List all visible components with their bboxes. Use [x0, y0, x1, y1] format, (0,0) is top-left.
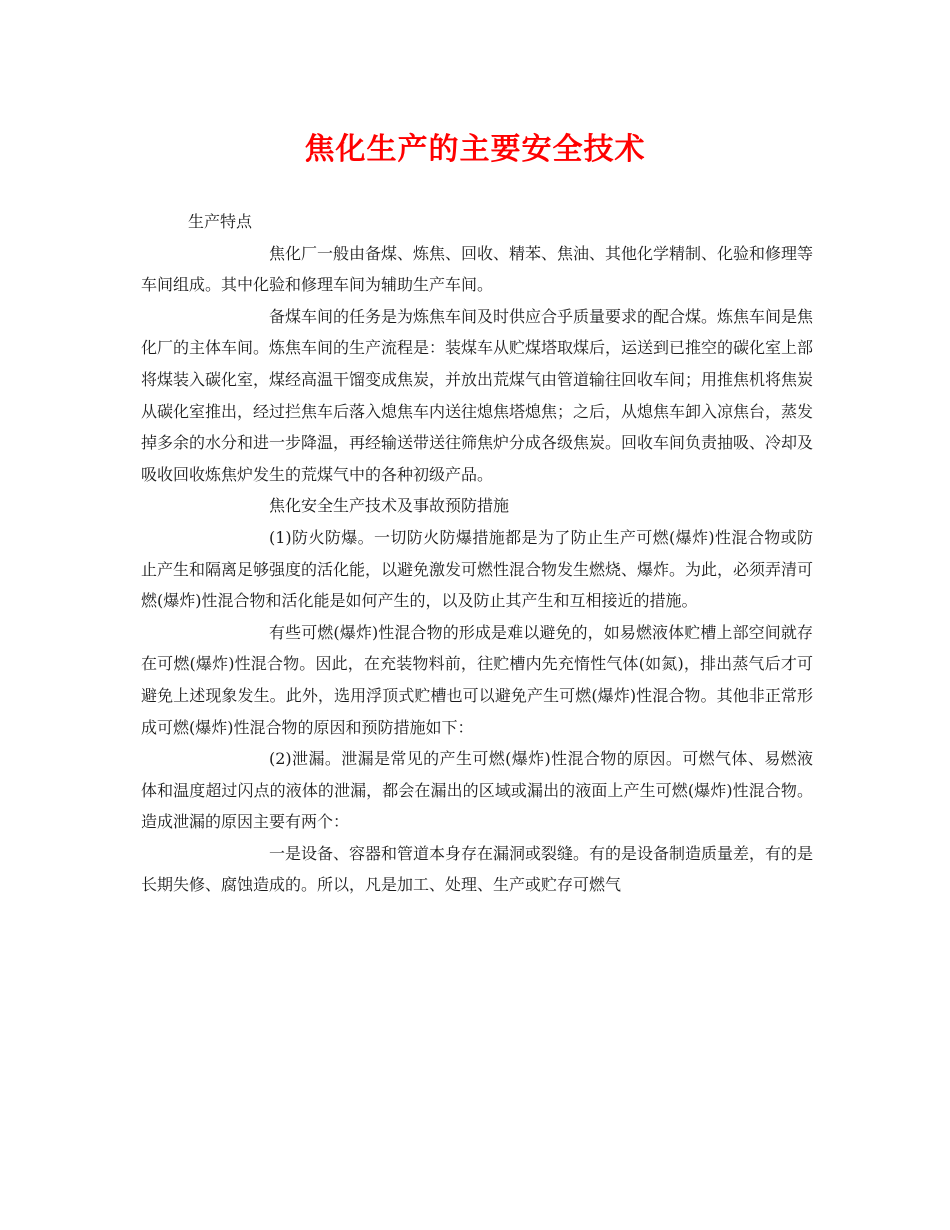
paragraph: 备煤车间的任务是为炼焦车间及时供应合乎质量要求的配合煤。炼焦车间是焦化厂的主体车间。炼焦车间的生产流程是：装煤车从贮煤塔取煤后，运送到已推空的碳化室上部将煤装入碳化室，煤经高温干馏变成焦炭，并放出荒煤气由管道输往回收车间；用推焦机将焦炭从碳化室推出，经过拦焦车后落入熄焦车内送往熄焦塔熄焦；之后，从熄焦车卸入凉焦台，蒸发掉多余的水分和进一步降温，再经输送带送往筛焦炉分成各级焦炭。回收车间负责抽吸、冷却及吸收回收炼焦炉发生的荒煤气中的各种初级产品。	[141, 306, 814, 484]
paragraph: 有些可燃(爆炸)性混合物的形成是难以避免的，如易燃液体贮槽上部空间就存在可燃(爆炸)性混合物。因此，在充装物料前，往贮槽内先充惰性气体(如氮)，排出蒸气后才可避免上述现象发生。此外，选用浮顶式贮槽也可以避免产生可燃(爆炸)性混合物。其他非正常形成可燃(爆炸)性混合物的原因和预防措施如下：	[141, 622, 813, 737]
document-title: 焦化生产的主要安全技术	[304, 132, 646, 167]
paragraph: (2)泄漏。泄漏是常见的产生可燃(爆炸)性混合物的原因。可燃气体、易燃液体和温度超过闪点的液体的泄漏，都会在漏出的区域或漏出的液面上产生可燃(爆炸)性混合物。造成泄漏的原因主要有两个：	[141, 749, 813, 832]
document-body	[141, 206, 813, 901]
paragraph: 焦化厂一般由备煤、炼焦、回收、精苯、焦油、其他化学精制、化验和修理等车间组成。其中化验和修理车间为辅助生产车间。	[141, 243, 814, 295]
section-heading-safety-techniques: 焦化安全生产技术及事故预防措施	[269, 496, 510, 516]
paragraph: (1)防火防爆。一切防火防爆措施都是为了防止生产可燃(爆炸)性混合物或防止产生和隔离足够强度的活化能，以避免激发可燃性混合物发生燃烧、爆炸。为此，必须弄清可燃(爆炸)性混合物和活化能是如何产生的，以及防止其产生和互相接近的措施。	[141, 527, 814, 611]
section-heading-production-features: 生产特点	[188, 212, 253, 231]
paragraph: 一是设备、容器和管道本身存在漏洞或裂缝。有的是设备制造质量差，有的是长期失修、腐蚀造成的。所以，凡是加工、处理、生产或贮存可燃气	[141, 843, 814, 895]
